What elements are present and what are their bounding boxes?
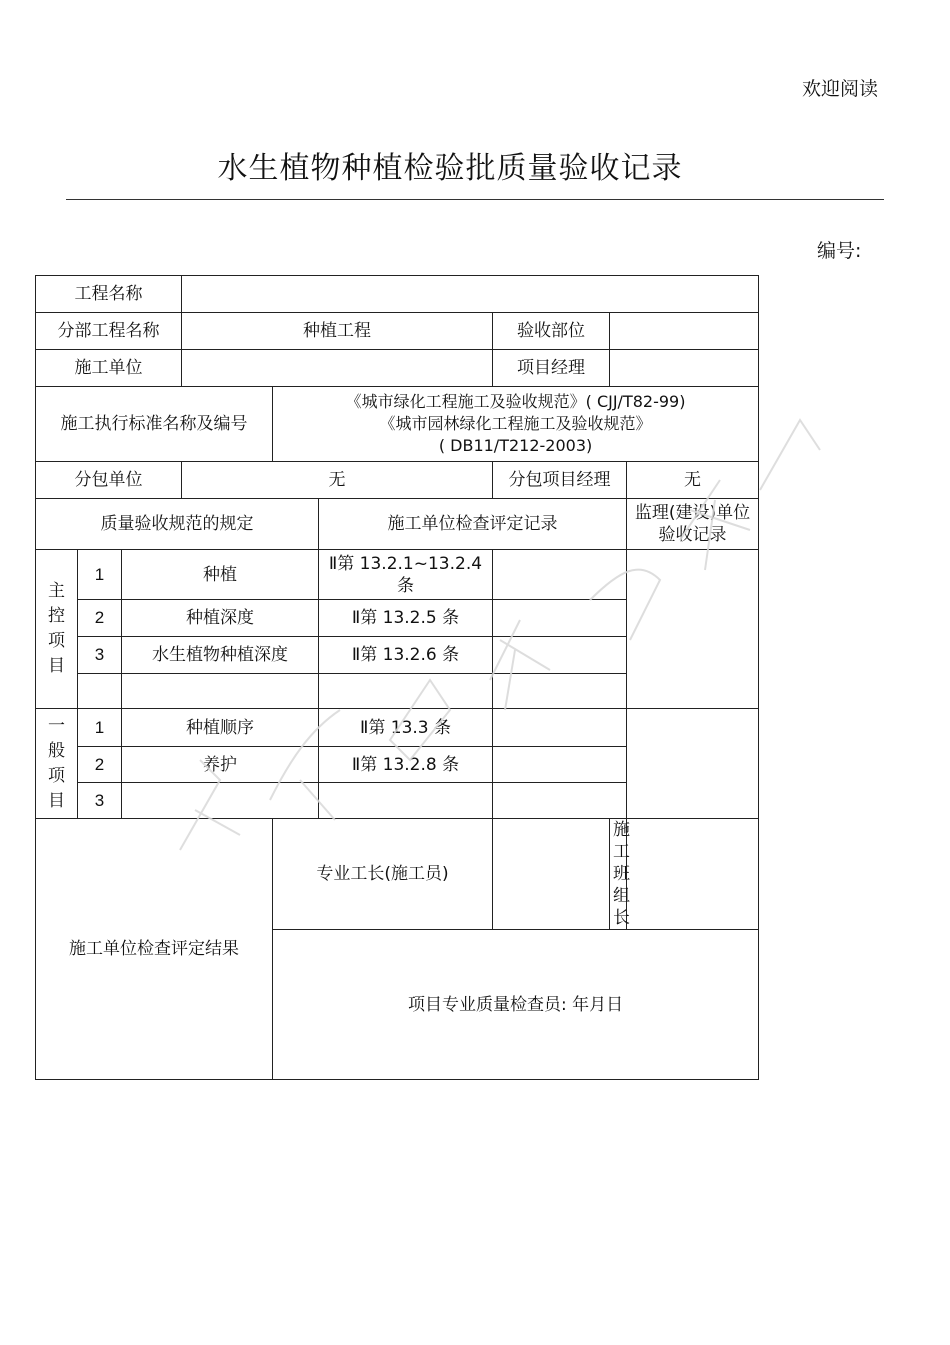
- project-name-label: 工程名称: [36, 276, 182, 313]
- subproject-label: 分部工程名称: [36, 313, 182, 350]
- general-item-check[interactable]: [493, 747, 627, 783]
- row-subcontractor: [36, 462, 759, 499]
- spec-header: 质量验收规范的规定: [36, 499, 319, 550]
- subproject-value[interactable]: 种植工程: [182, 313, 493, 350]
- contractor-value[interactable]: [182, 350, 493, 387]
- main-item-row: [36, 550, 759, 600]
- standard-value: [273, 387, 759, 462]
- title-divider: [66, 199, 884, 200]
- row-contractor: [36, 350, 759, 387]
- main-item-clause: Ⅱ第 13.2.1~13.2.4 条: [319, 550, 493, 600]
- general-item-check[interactable]: [493, 783, 627, 819]
- main-item-name: 种植: [122, 550, 319, 600]
- check-record-header: 施工单位检查评定记录: [319, 499, 627, 550]
- general-item-no: 3: [78, 783, 122, 819]
- row-result-signatures: [36, 819, 759, 930]
- general-item-no: 1: [78, 709, 122, 747]
- main-item-name: 种植深度: [122, 600, 319, 637]
- inspector-signature-line: 项目专业质量检查员: 年月日: [407, 994, 624, 1015]
- project-name-value[interactable]: [182, 276, 759, 313]
- main-item-no: [78, 674, 122, 709]
- general-item-no: 2: [78, 747, 122, 783]
- main-item-no: 1: [78, 550, 122, 600]
- main-supervision-record[interactable]: [627, 550, 759, 709]
- standard-line-3: ( DB11/T212-2003): [438, 436, 593, 455]
- row-standard: [36, 387, 759, 462]
- foreman-label: 专业工长(施工员): [273, 819, 493, 930]
- general-item-name: 种植顺序: [122, 709, 319, 747]
- supervision-header: 监理(建设)单位验收记录: [627, 499, 759, 550]
- subcontractor-label: 分包单位: [36, 462, 182, 499]
- acceptance-part-label: 验收部位: [493, 313, 610, 350]
- serial-number-label: 编号:: [817, 240, 862, 262]
- general-supervision-record[interactable]: [627, 709, 759, 819]
- result-label: 施工单位检查评定结果: [36, 819, 273, 1080]
- team-leader-signature[interactable]: [627, 819, 759, 930]
- main-item-check[interactable]: [493, 637, 627, 674]
- main-group-label: 主控项目: [36, 550, 78, 709]
- main-item-no: 3: [78, 637, 122, 674]
- main-item-check[interactable]: [493, 600, 627, 637]
- row-subproject: [36, 313, 759, 350]
- main-item-clause: Ⅱ第 13.2.6 条: [319, 637, 493, 674]
- standard-line-1: 《城市绿化工程施工及验收规范》( CJJ/T82-99): [345, 392, 686, 411]
- general-item-row: [36, 709, 759, 747]
- team-leader-label: 施工班组长: [610, 819, 627, 930]
- foreman-signature[interactable]: [493, 819, 610, 930]
- subcontractor-value[interactable]: 无: [182, 462, 493, 499]
- row-project-name: [36, 276, 759, 313]
- main-item-no: 2: [78, 600, 122, 637]
- general-item-clause: Ⅱ第 13.3 条: [319, 709, 493, 747]
- row-column-headers: [36, 499, 759, 550]
- general-item-check[interactable]: [493, 709, 627, 747]
- general-item-name: 养护: [122, 747, 319, 783]
- project-manager-value[interactable]: [610, 350, 759, 387]
- main-item-clause: [319, 674, 493, 709]
- project-manager-label: 项目经理: [493, 350, 610, 387]
- main-item-check[interactable]: [493, 674, 627, 709]
- standard-line-2: 《城市园林绿化工程施工及验收规范》: [379, 414, 652, 433]
- main-item-name: [122, 674, 319, 709]
- general-group-label: 一般项目: [36, 709, 78, 819]
- sub-manager-label: 分包项目经理: [493, 462, 627, 499]
- acceptance-part-value[interactable]: [610, 313, 759, 350]
- general-item-name: [122, 783, 319, 819]
- standard-label: 施工执行标准名称及编号: [36, 387, 273, 462]
- sub-manager-value[interactable]: 无: [627, 462, 759, 499]
- page-title: 水生植物种植检验批质量验收记录: [217, 151, 683, 186]
- result-content[interactable]: [273, 930, 759, 1080]
- main-item-check[interactable]: [493, 550, 627, 600]
- general-item-clause: Ⅱ第 13.2.8 条: [319, 747, 493, 783]
- main-item-name: 水生植物种植深度: [122, 637, 319, 674]
- general-item-clause: [319, 783, 493, 819]
- contractor-label: 施工单位: [36, 350, 182, 387]
- main-item-clause: Ⅱ第 13.2.5 条: [319, 600, 493, 637]
- welcome-text: 欢迎阅读: [801, 78, 878, 100]
- inspection-record-table: [35, 275, 759, 1080]
